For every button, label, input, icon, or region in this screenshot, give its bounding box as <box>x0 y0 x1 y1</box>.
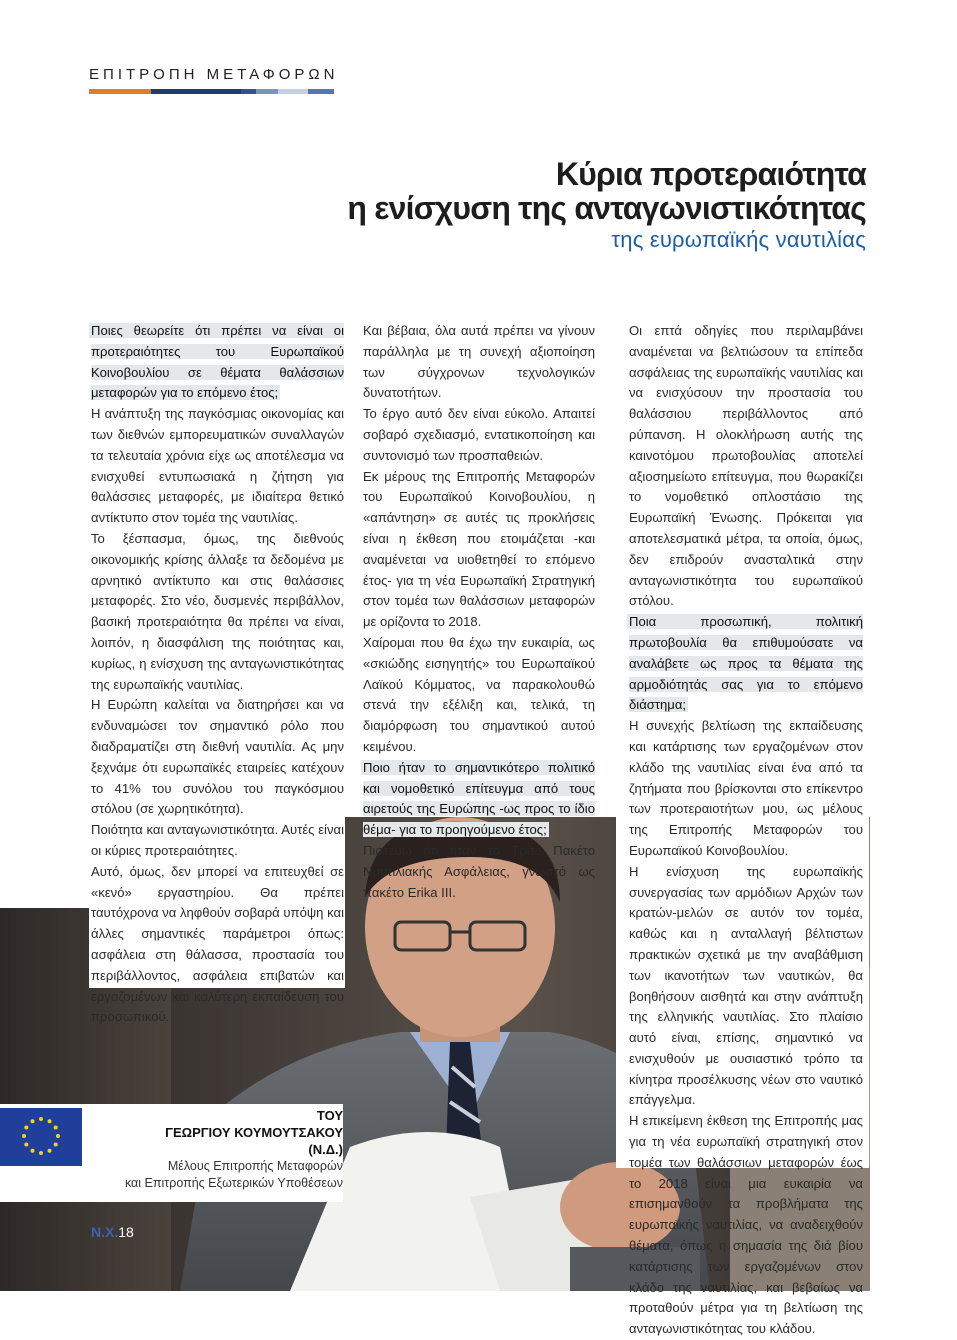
eu-flag-icon <box>0 1108 82 1166</box>
author-name: ΓΕΩΡΓΙΟΥ ΚΟΥΜΟΥΤΣΑΚΟΥ <box>165 1125 343 1140</box>
author-party: (Ν.Δ.) <box>308 1142 343 1157</box>
title-line-1: Κύρια προτεραιότητα <box>555 156 866 192</box>
author-caption <box>125 1107 343 1192</box>
page-num: 18 <box>118 1224 134 1240</box>
author-by: ΤΟΥ <box>316 1108 343 1123</box>
title-line-2: η ενίσχυση της ανταγωνιστικότητας <box>347 190 866 226</box>
question-2: Ποιο ήταν το σημαντικότερο πολιτικό και νομοθετικό επίτευγμα από τους αιρετούς της Ευρώπης -ως προς το ίδιο θέμα- για το προηγούμενο έτος; <box>363 759 595 838</box>
article-title <box>347 157 866 255</box>
paragraph: Οι επτά οδηγίες που περιλαμβάνει αναμένεται να βελτιώσουν τα επίπεδα ασφάλειας της ευρωπαϊκής ναυτιλίας και να ενισχύσουν την προστασία του θαλάσσιου περιβάλλοντος από ρύπανση. Η ολοκλήρωση αυτής της καινοτόμου πρωτοβουλίας αποτελεί αξιοσημείωτο επίτευγμα, που θωρακίζει το νομοθετικό οπλοστάσιο της Ευρωπαϊκή Ένωσης. Πρόκειται για αποτελεσματικά μέτρα, τα οποία, όμως, δεν επιδρούν ανασταλτικά στην ανταγωνιστικότητα του ευρωπαϊκού στόλου. <box>629 323 863 609</box>
page-number <box>91 1224 134 1240</box>
column-2 <box>363 321 595 903</box>
paragraph: Το έργο αυτό δεν είναι εύκολο. Απαιτεί σοβαρό σχεδιασμό, εντατικοποίηση και συντονισμό των προσπαθειών. <box>363 406 595 463</box>
column-3 <box>629 321 863 1340</box>
paragraph: Ποιότητα και ανταγωνιστικότητα. Αυτές είναι οι κύριες προτεραιότητες. <box>91 822 344 858</box>
paragraph: Η Ευρώπη καλείται να διατηρήσει και να ενδυναμώσει τον σημαντικό ρόλο που διαδραματίζει στη διεθνή ναυτιλία. Ας μην ξεχνάμε ότι ευρωπαϊκές εταιρείες κατέχουν το 41% του συνόλου του παγκόσμιου στόλου (σε χωρητικότητα). <box>91 697 344 817</box>
paragraph: Η ενίσχυση της ευρωπαϊκής συνεργασίας των αρμόδιων Αρχών των κρατών-μελών σε αυτόν τον τομέα, καθώς και η ανταλλαγή βέλτιστων πρακτικών σχετικά με την αναβάθμιση των ικανοτήτων των ναυτικών, θα βοηθήσουν αισθητά και στην ανάπτυξη της ελληνικής ναυτιλίας. Στο πλαίσιο αυτό είναι, επίσης, σημαντικό να ενισχυθούν με ουσιαστικό τρόπο τα κίνητρα προσέλκυσης νέων στο ναυτικό επάγγελμα. <box>629 863 863 1108</box>
section-color-bar <box>89 89 334 94</box>
paragraph: Η επικείμενη έκθεση της Επιτροπής μας για τη νέα ευρωπαϊκή στρατηγική στον τομέα των θαλάσσιων μεταφορών έως το 2018 είναι μια ευκαιρία να επισημανθούν τα προβλήματα της ευρωπαϊκής ναυτιλίας, να αναδειχθούν θέματα, όπως η σημασία της διά βίου κατάρτισης των εργαζομένων στον κλάδο της ναυτιλίας, και βεβαίως να προταθούν μέτρα για τη βελτίωση της ανταγωνιστικότητας του κλάδου. <box>629 1113 863 1337</box>
section-label: ΕΠΙΤΡΟΠΗ ΜΕΤΑΦΟΡΩΝ <box>89 66 339 83</box>
question-1: Ποιες θεωρείτε ότι πρέπει να είναι οι προτεραιότητες του Ευρωπαϊκού Κοινοβουλίου σε θέματα θαλάσσιων μεταφορών για το επόμενο έτος; <box>91 323 344 401</box>
question-3: Ποια προσωπική, πολιτική πρωτοβουλία θα επιθυμούσατε να αναλάβετε ως προς τα θέματα της αρμοδιότητάς σας για το επόμενο διάστημα; <box>629 614 863 713</box>
paragraph: Η ανάπτυξη της παγκόσμιας οικονομίας και των διεθνών εμπορευματικών συναλλαγών τα τελευταία χρόνια είχε ως αποτέλεσμα να ενισχυθεί εντυπωσιακά η ζήτηση για θαλάσσιες μεταφορές, με ιδιαίτερα θετικό αντίκτυπο στον τομέα της ναυτιλίας. <box>91 406 344 526</box>
column-1 <box>91 321 344 1028</box>
paragraph: Η συνεχής βελτίωση της εκπαίδευσης και κατάρτισης των εργαζομένων στον κλάδο της ναυτιλίας είναι ένα από τα ζητήματα που βρίσκονται στο επίκεντρο των προτεραιοτήτων μου, ως μέλους της Επιτροπής Μεταφορών του Ευρωπαϊκού Κοινοβουλίου. <box>629 718 863 858</box>
magazine-abbrev: Ν.Χ. <box>91 1224 119 1240</box>
paragraph: Το ξέσπασμα, όμως, της διεθνούς οικονομικής κρίσης άλλαξε τα δεδομένα με αρνητικό αντίκτυπο και στις θαλάσσιες μεταφορές. Στο νέο, δυσμενές περιβάλλον, βασική προτεραιότητα θα πρέπει να είναι, λοιπόν, η διασφάλιση της ποιότητας και, κυρίως, η ενίσχυση της ανταγωνιστικότητας της ευρωπαϊκής ναυτιλίας. <box>91 530 344 692</box>
paragraph: Πιστεύω ότι ήταν το Τρίτο Πακέτο Ναυτιλιακής Ασφάλειας, γνωστό ως πακέτο Erika III. <box>363 842 595 900</box>
paragraph: Αυτό, όμως, δεν μπορεί να επιτευχθεί σε «κενό» εργαστηρίου. Θα πρέπει ταυτόχρονα να ληφθούν σοβαρά υπόψη και άλλες σημαντικές παράμετροι όπως: ασφάλεια στη θάλασσα, προστασία του περιβάλλοντος, ασφάλεια επιβατών και εργαζομένων και καλύτερη εκπαίδευση του προσωπικού. <box>91 863 344 1025</box>
title-line-3: της ευρωπαϊκής ναυτιλίας <box>611 227 866 252</box>
paragraph: Χαίρομαι που θα έχω την ευκαιρία, ως «σκιώδης εισηγητής» του Ευρωπαϊκού Λαϊκού Κόμματος, να παρακολουθώ στενά την εξέλιξη και, τελικά, τη διαμόρφωση του σημαντικού αυτού κειμένου. <box>363 634 595 754</box>
paragraph: Και βέβαια, όλα αυτά πρέπει να γίνουν παράλληλα με τη συνεχή αξιοποίηση των σύγχρονων τεχνολογικών δυνατοτήτων. <box>363 323 595 401</box>
paragraph: Εκ μέρους της Επιτροπής Μεταφορών του Ευρωπαϊκού Κοινοβουλίου, η «απάντηση» σε αυτές τις προκλήσεις είναι η έκθεση που ετοιμάζεται -και αναμένεται να υιοθετηθεί το επόμενο έτος- για τη νέα Ευρωπαϊκή Στρατηγική στον τομέα των θαλάσσιων μεταφορών με ορίζοντα το 2018. <box>363 468 595 630</box>
author-role-1: Μέλους Επιτροπής Μεταφορών <box>167 1159 343 1173</box>
author-role-2: και Επιτροπής Εξωτερικών Υποθέσεων <box>124 1176 343 1190</box>
